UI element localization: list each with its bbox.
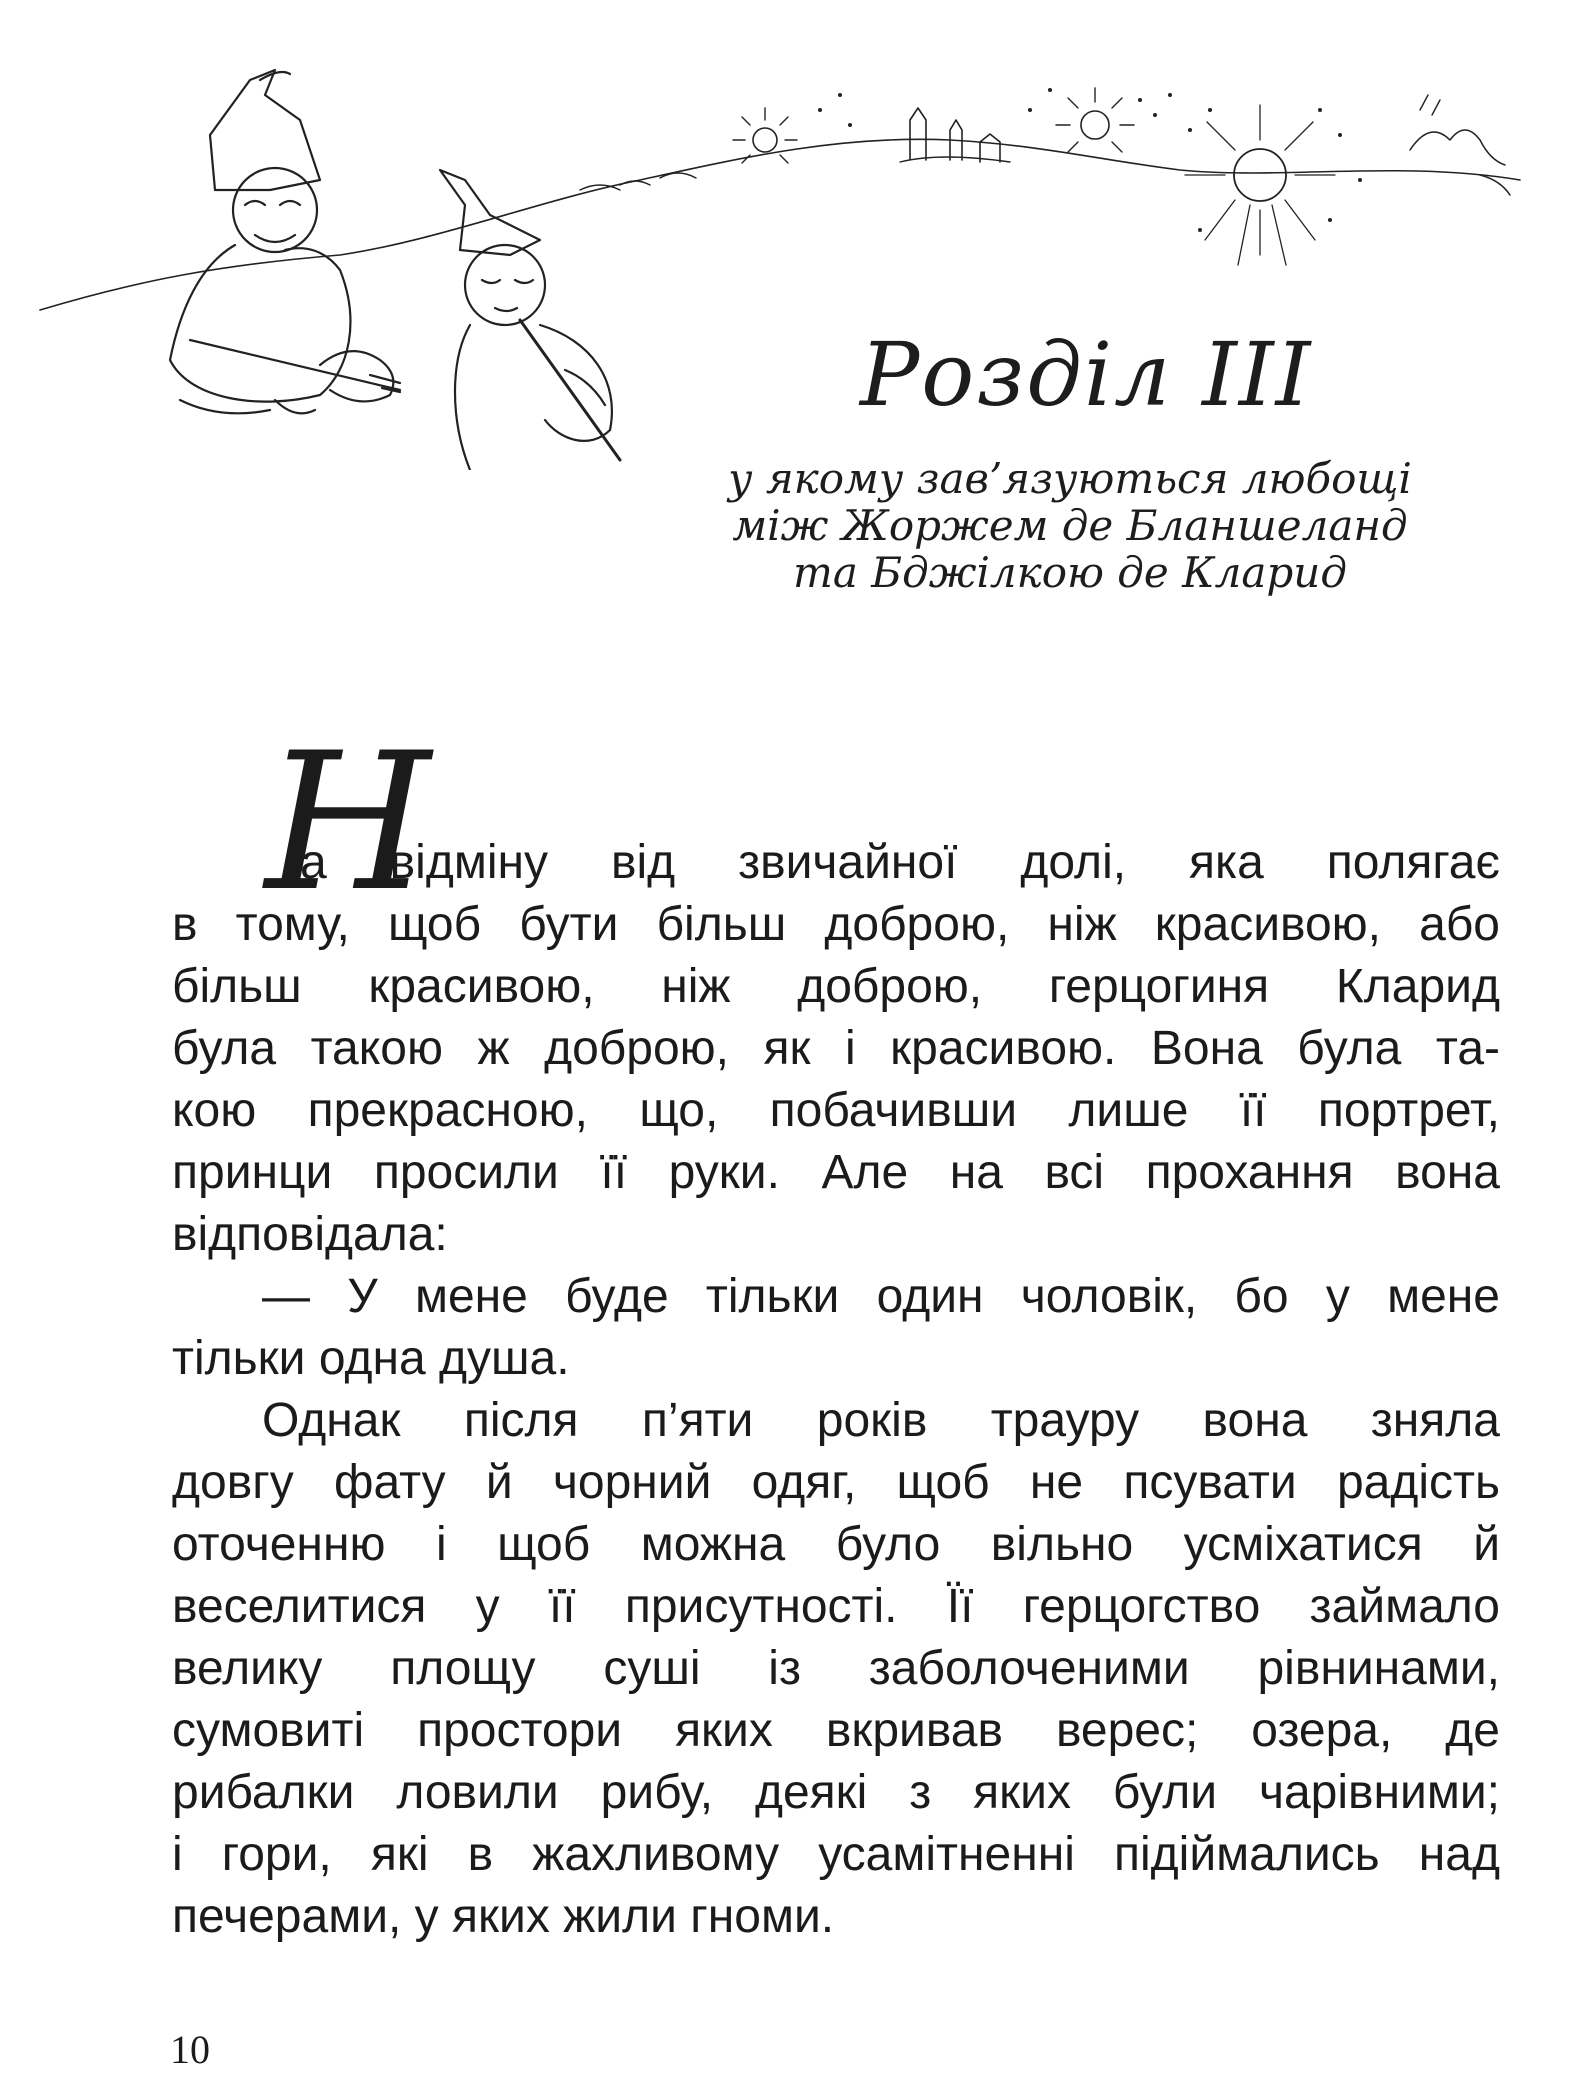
body-line: веселитися у її присутності. Її герцогство займало	[172, 1580, 1500, 1633]
chapter-subtitle	[700, 455, 1440, 596]
body-line: Однак після п’яти років трауру вона зняла	[262, 1394, 1500, 1447]
subtitle-line: у якому зав’язуються любощі	[728, 454, 1412, 503]
chapter-title: Розділ III	[860, 323, 1313, 426]
header-illustration	[20, 40, 1550, 470]
body-line: була такою ж доброю, як і красивою. Вона була та-	[172, 1022, 1500, 1075]
body-line: в тому, щоб бути більш доброю, ніж красивою, або	[172, 898, 1500, 951]
subtitle-line: та Бджілкою де Кларид	[793, 548, 1347, 597]
body-line: довгу фату й чорний одяг, щоб не псувати радість	[172, 1456, 1500, 1509]
body-line: а відміну від звичайної долі, яка полягає	[300, 836, 1500, 889]
body-line: велику площу суші із заболоченими рівнинами,	[172, 1642, 1500, 1695]
body-line: оточенню і щоб можна було вільно усміхатися й	[172, 1518, 1500, 1571]
body-line: печерами, у яких жили гноми.	[172, 1890, 835, 1943]
body-line: принци просили її руки. Але на всі прохання вона	[172, 1146, 1500, 1199]
body-line: сумовиті простори яких вкривав верес; озера, де	[172, 1704, 1500, 1757]
body-line: рибалки ловили рибу, деякі з яких були чарівними;	[172, 1766, 1500, 1819]
body-line: кою прекрасною, що, побачивши лише її портрет,	[172, 1084, 1500, 1137]
drop-cap: Н	[265, 712, 431, 933]
body-line: більш красивою, ніж доброю, герцогиня Кларид	[172, 960, 1500, 1013]
gnome-musicians-sketch-icon	[20, 40, 1550, 470]
body-line: тільки одна душа.	[172, 1332, 570, 1385]
body-line: і гори, які в жахливому усамітненні підіймались над	[172, 1828, 1500, 1881]
body-line: — У мене буде тільки один чоловік, бо у мене	[262, 1270, 1500, 1323]
page-number: 10	[170, 2027, 210, 2072]
subtitle-line: між Жоржем де Бланшеланд	[732, 501, 1408, 550]
body-text	[172, 832, 1500, 1948]
body-line: відповідала:	[172, 1208, 448, 1261]
